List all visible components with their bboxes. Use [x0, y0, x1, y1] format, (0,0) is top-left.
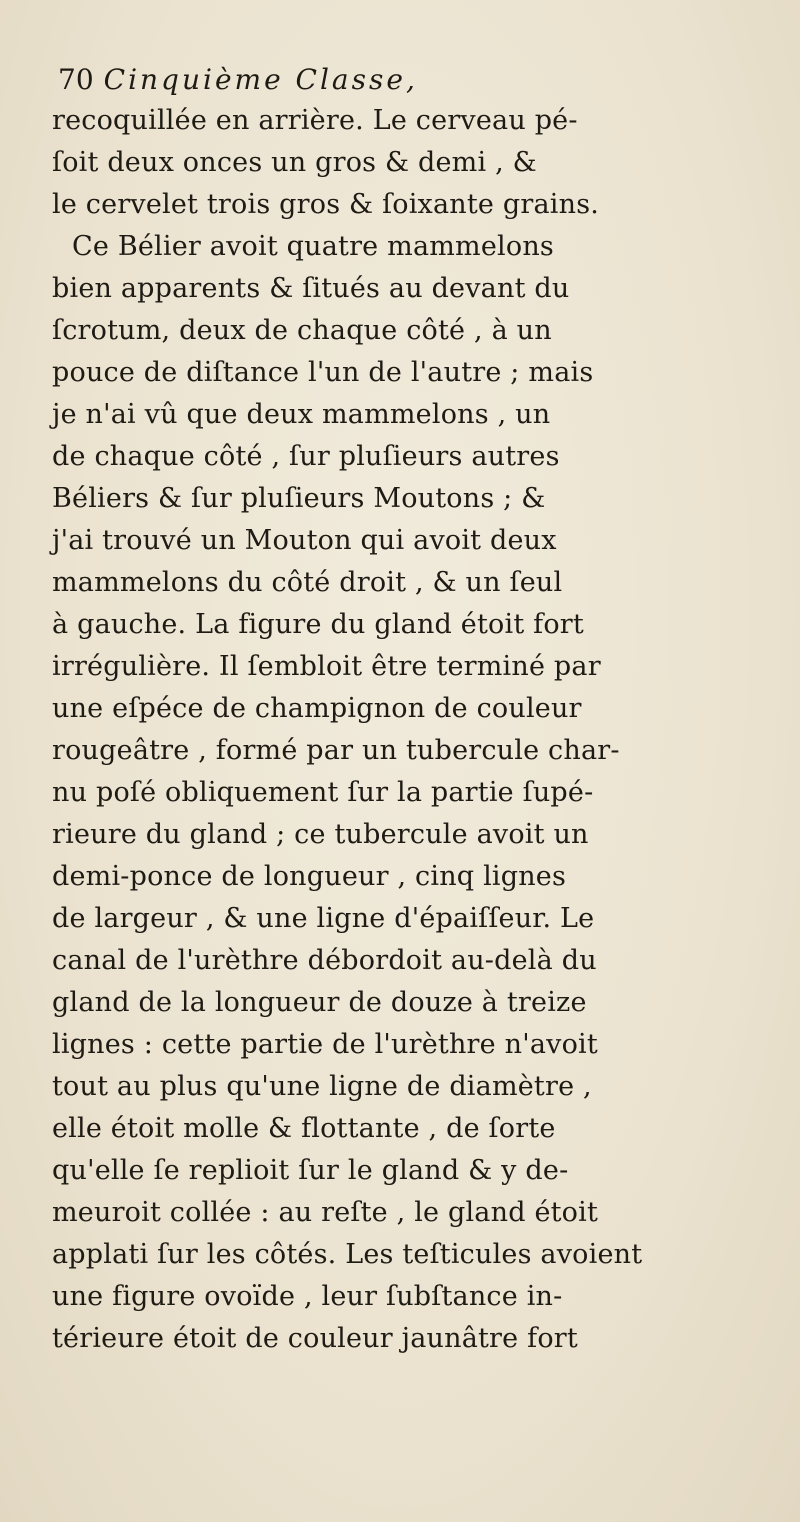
text-line: qu'elle ſe replioit ſur le gland & y de- [52, 1155, 569, 1186]
page-number: 70 [58, 63, 94, 96]
text-line: je n'ai vû que deux mammelons , un [52, 399, 551, 430]
text-line: meuroit collée : au reſte , le gland étoit [52, 1197, 599, 1228]
text-line: ſoit deux onces un gros & demi , & [52, 147, 537, 178]
text-line: demi-ponce de longueur , cinq lignes [52, 861, 567, 892]
text-line: bien apparents & ſitués au devant du [52, 273, 570, 304]
text-line: de largeur , & une ligne d'épaiſſeur. Le [52, 903, 595, 934]
text-line: irrégulière. Il ſembloit être terminé par [52, 651, 601, 682]
text-line: le cervelet trois gros & ſoixante grains. [52, 189, 600, 220]
text-line: térieure étoit de couleur jaunâtre fort [52, 1323, 578, 1354]
text-line: Ce Bélier avoit quatre mammelons [72, 231, 554, 262]
text-line: elle étoit molle & flottante , de ſorte [52, 1113, 556, 1144]
text-line: j'ai trouvé un Mouton qui avoit deux [52, 525, 557, 556]
text-line: rougeâtre , formé par un tubercule char- [52, 735, 620, 766]
text-line: ſcrotum, deux de chaque côté , à un [52, 315, 552, 346]
text-line: canal de l'urèthre débordoit au-delà du [52, 945, 597, 976]
running-header [58, 60, 792, 100]
text-line: recoquillée en arrière. Le cerveau pé- [52, 105, 578, 136]
page-text [52, 60, 792, 1360]
running-title: Cinquième Classe, [103, 63, 418, 96]
text-line: une figure ovoïde , leur ſubſtance in- [52, 1281, 563, 1312]
text-line: une eſpéce de champignon de couleur [52, 693, 582, 724]
text-line: de chaque côté , ſur pluſieurs autres [52, 441, 560, 472]
text-line: à gauche. La figure du gland étoit fort [52, 609, 584, 640]
text-line: pouce de diſtance l'un de l'autre ; mais [52, 357, 594, 388]
text-line: applati ſur les côtés. Les teſticules avoient [52, 1239, 643, 1270]
text-line: gland de la longueur de douze à treize [52, 987, 587, 1018]
text-line: rieure du gland ; ce tubercule avoit un [52, 819, 589, 850]
text-line: Béliers & ſur pluſieurs Moutons ; & [52, 483, 546, 514]
text-line: lignes : cette partie de l'urèthre n'avoit [52, 1029, 598, 1060]
text-line: mammelons du côté droit , & un ſeul [52, 567, 563, 598]
text-line: nu poſé obliquement ſur la partie ſupé- [52, 777, 594, 808]
text-line: tout au plus qu'une ligne de diamètre , [52, 1071, 592, 1102]
